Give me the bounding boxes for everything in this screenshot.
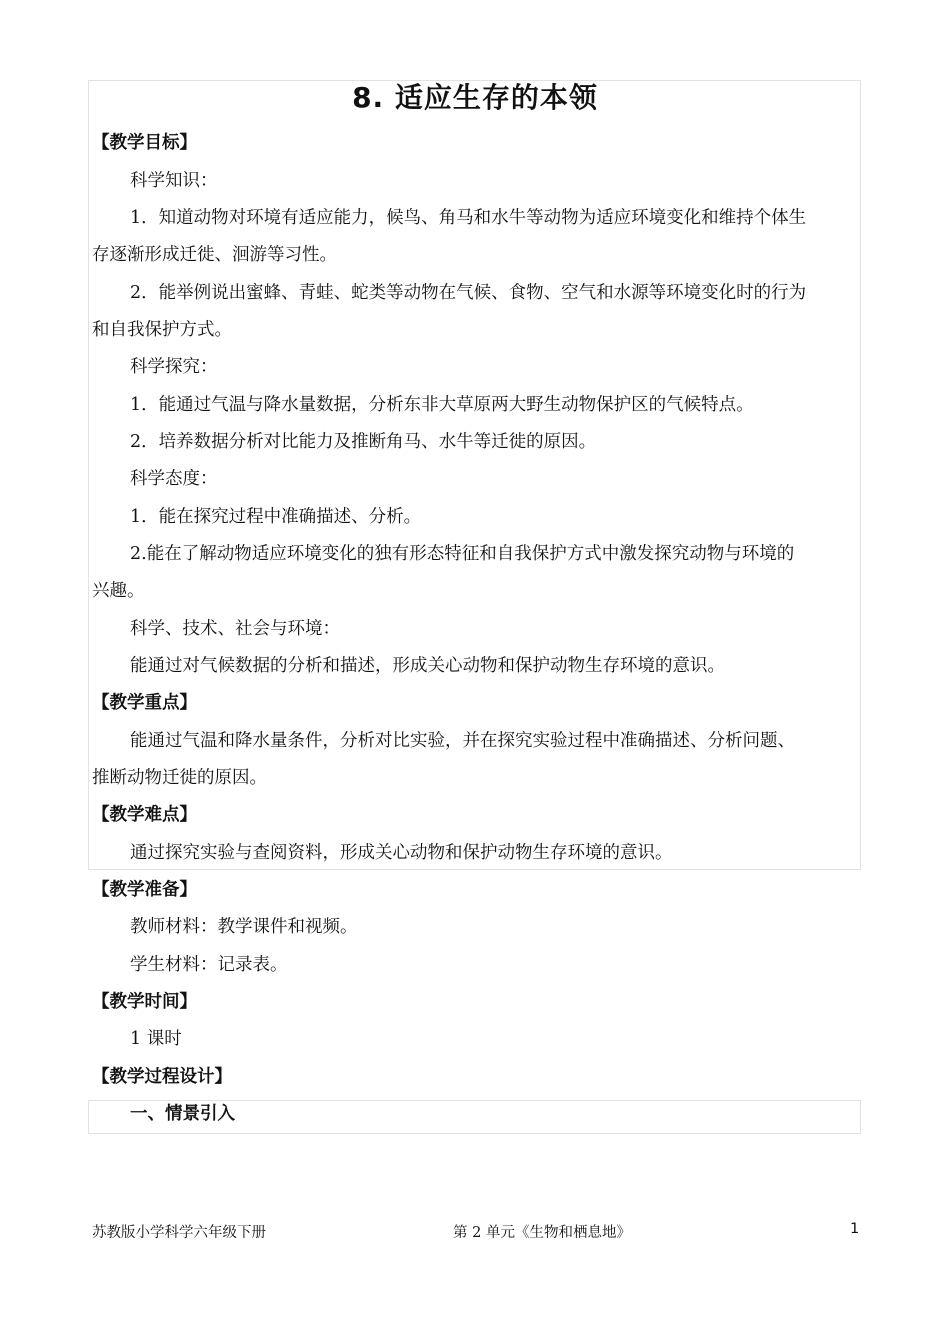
footer-unit-title: 第 2 单元《生物和栖息地》 bbox=[453, 1225, 631, 1241]
prep-student: 学生材料：记录表。 bbox=[130, 955, 288, 975]
attitude-label: 科学态度： bbox=[130, 469, 218, 489]
goals-heading: 【教学目标】 bbox=[92, 133, 197, 153]
inquiry-item-2: 2．培养数据分析对比能力及推断角马、水牛等迁徙的原因。 bbox=[130, 432, 597, 452]
time-heading: 【教学时间】 bbox=[92, 992, 197, 1012]
knowledge-label: 科学知识： bbox=[130, 171, 218, 191]
difficult-item-1: 通过探究实验与查阅资料，形成关心动物和保护动物生存环境的意识。 bbox=[130, 843, 673, 863]
footer-book-title: 苏教版小学科学六年级下册 bbox=[92, 1225, 266, 1241]
attitude-item-2b: 兴趣。 bbox=[92, 581, 145, 601]
process-heading: 【教学过程设计】 bbox=[92, 1067, 232, 1087]
page-title: 8. 适应生存的本领 bbox=[352, 81, 598, 114]
page-number: 1 bbox=[850, 1221, 860, 1237]
time-value: 1 课时 bbox=[130, 1029, 182, 1049]
attitude-item-1: 1．能在探究过程中准确描述、分析。 bbox=[130, 507, 422, 527]
process-step-1: 一、情景引入 bbox=[130, 1104, 235, 1124]
prep-heading: 【教学准备】 bbox=[92, 880, 197, 900]
knowledge-item-2a: 2．能举例说出蜜蜂、青蛙、蛇类等动物在气候、食物、空气和水源等环境变化时的行为 bbox=[130, 283, 807, 303]
sts-label: 科学、技术、社会与环境： bbox=[130, 619, 340, 639]
prep-teacher: 教师材料：教学课件和视频。 bbox=[130, 917, 358, 937]
key-heading: 【教学重点】 bbox=[92, 693, 197, 713]
knowledge-item-1a: 1．知道动物对环境有适应能力，候鸟、角马和水牛等动物为适应环境变化和维持个体生 bbox=[130, 208, 807, 228]
knowledge-item-1b: 存逐渐形成迁徙、洄游等习性。 bbox=[92, 245, 337, 265]
inquiry-item-1: 1．能通过气温与降水量数据，分析东非大草原两大野生动物保护区的气候特点。 bbox=[130, 395, 754, 415]
attitude-item-2a: 2.能在了解动物适应环境变化的独有形态特征和自我保护方式中激发探究动物与环境的 bbox=[130, 544, 795, 564]
sts-item-1: 能通过对气候数据的分析和描述，形成关心动物和保护动物生存环境的意识。 bbox=[130, 656, 725, 676]
difficult-heading: 【教学难点】 bbox=[92, 805, 197, 825]
key-item-1b: 推断动物迁徙的原因。 bbox=[92, 768, 267, 788]
knowledge-item-2b: 和自我保护方式。 bbox=[92, 320, 232, 340]
inquiry-label: 科学探究： bbox=[130, 357, 218, 377]
key-item-1a: 能通过气温和降水量条件，分析对比实验，并在探究实验过程中准确描述、分析问题、 bbox=[130, 731, 795, 751]
